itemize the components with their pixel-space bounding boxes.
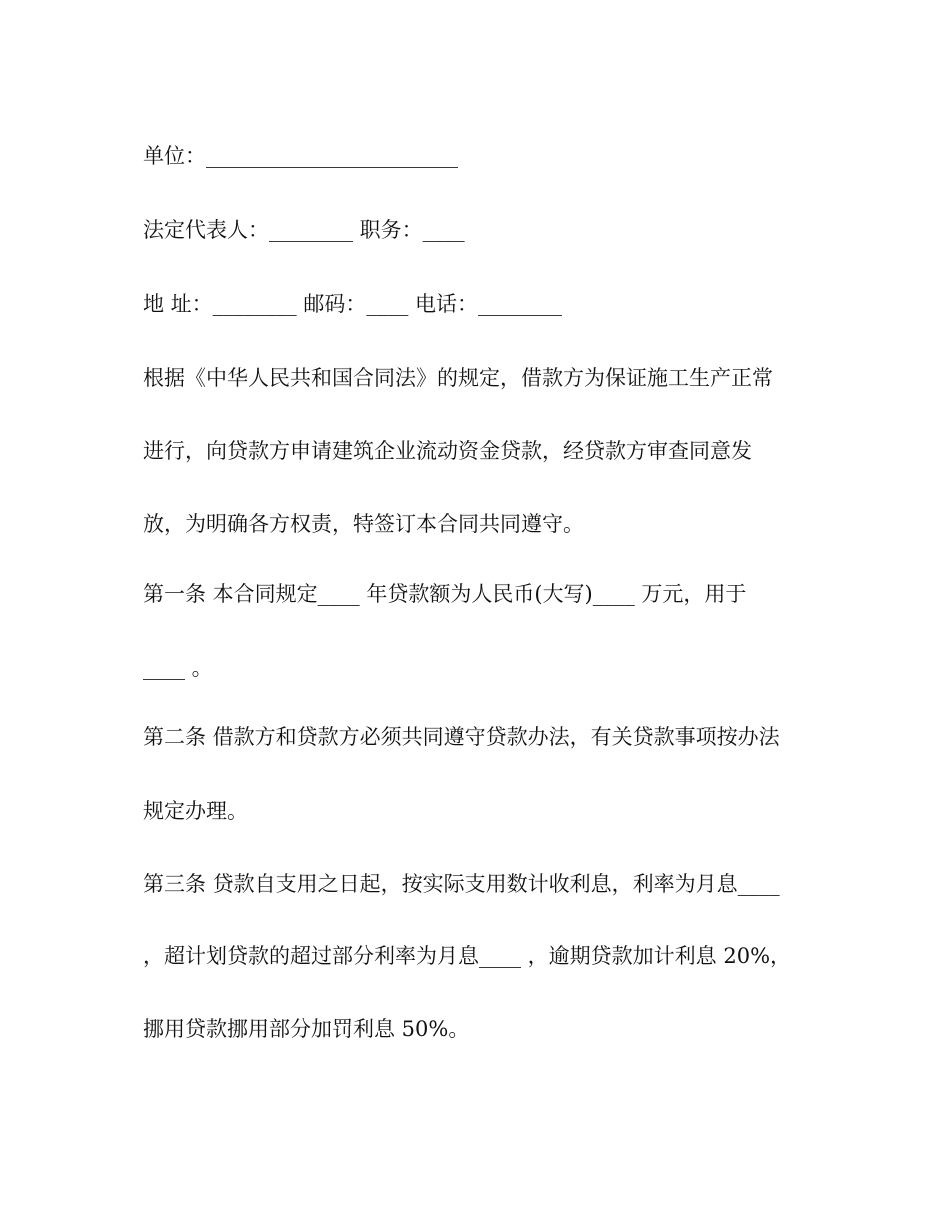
preamble-line-1: 根据《中华人民共和国合同法》的规定，借款方为保证施工生产正常: [143, 366, 773, 390]
address-postcode-phone-line: 地 址：________ 邮码：____ 电话：________: [143, 292, 563, 316]
article-3-line-2: ，超计划贷款的超过部分利率为月息____ ，逾期贷款加计利息 20%，: [143, 944, 792, 968]
article-3-line-3: 挪用贷款挪用部分加罚利息 50%。: [143, 1017, 470, 1041]
article-2-line-2: 规定办理。: [143, 799, 248, 823]
preamble-line-2: 进行，向贷款方申请建筑企业流动资金贷款，经贷款方审查同意发: [143, 439, 752, 463]
article-3-line-1: 第三条 贷款自支用之日起，按实际支用数计收利息，利率为月息____: [143, 872, 780, 896]
article-2-line-1: 第二条 借款方和贷款方必须共同遵守贷款办法，有关贷款事项按办法: [143, 725, 780, 749]
article-1-line-1: 第一条 本合同规定____ 年贷款额为人民币(大写)____ 万元，用于: [143, 582, 747, 606]
unit-line: 单位：________________________: [143, 144, 458, 168]
preamble-line-3: 放，为明确各方权责，特签订本合同共同遵守。: [143, 512, 584, 536]
article-1-line-2: ____ 。: [143, 656, 213, 680]
legal-representative-line: 法定代表人：________ 职务：____: [143, 218, 465, 242]
